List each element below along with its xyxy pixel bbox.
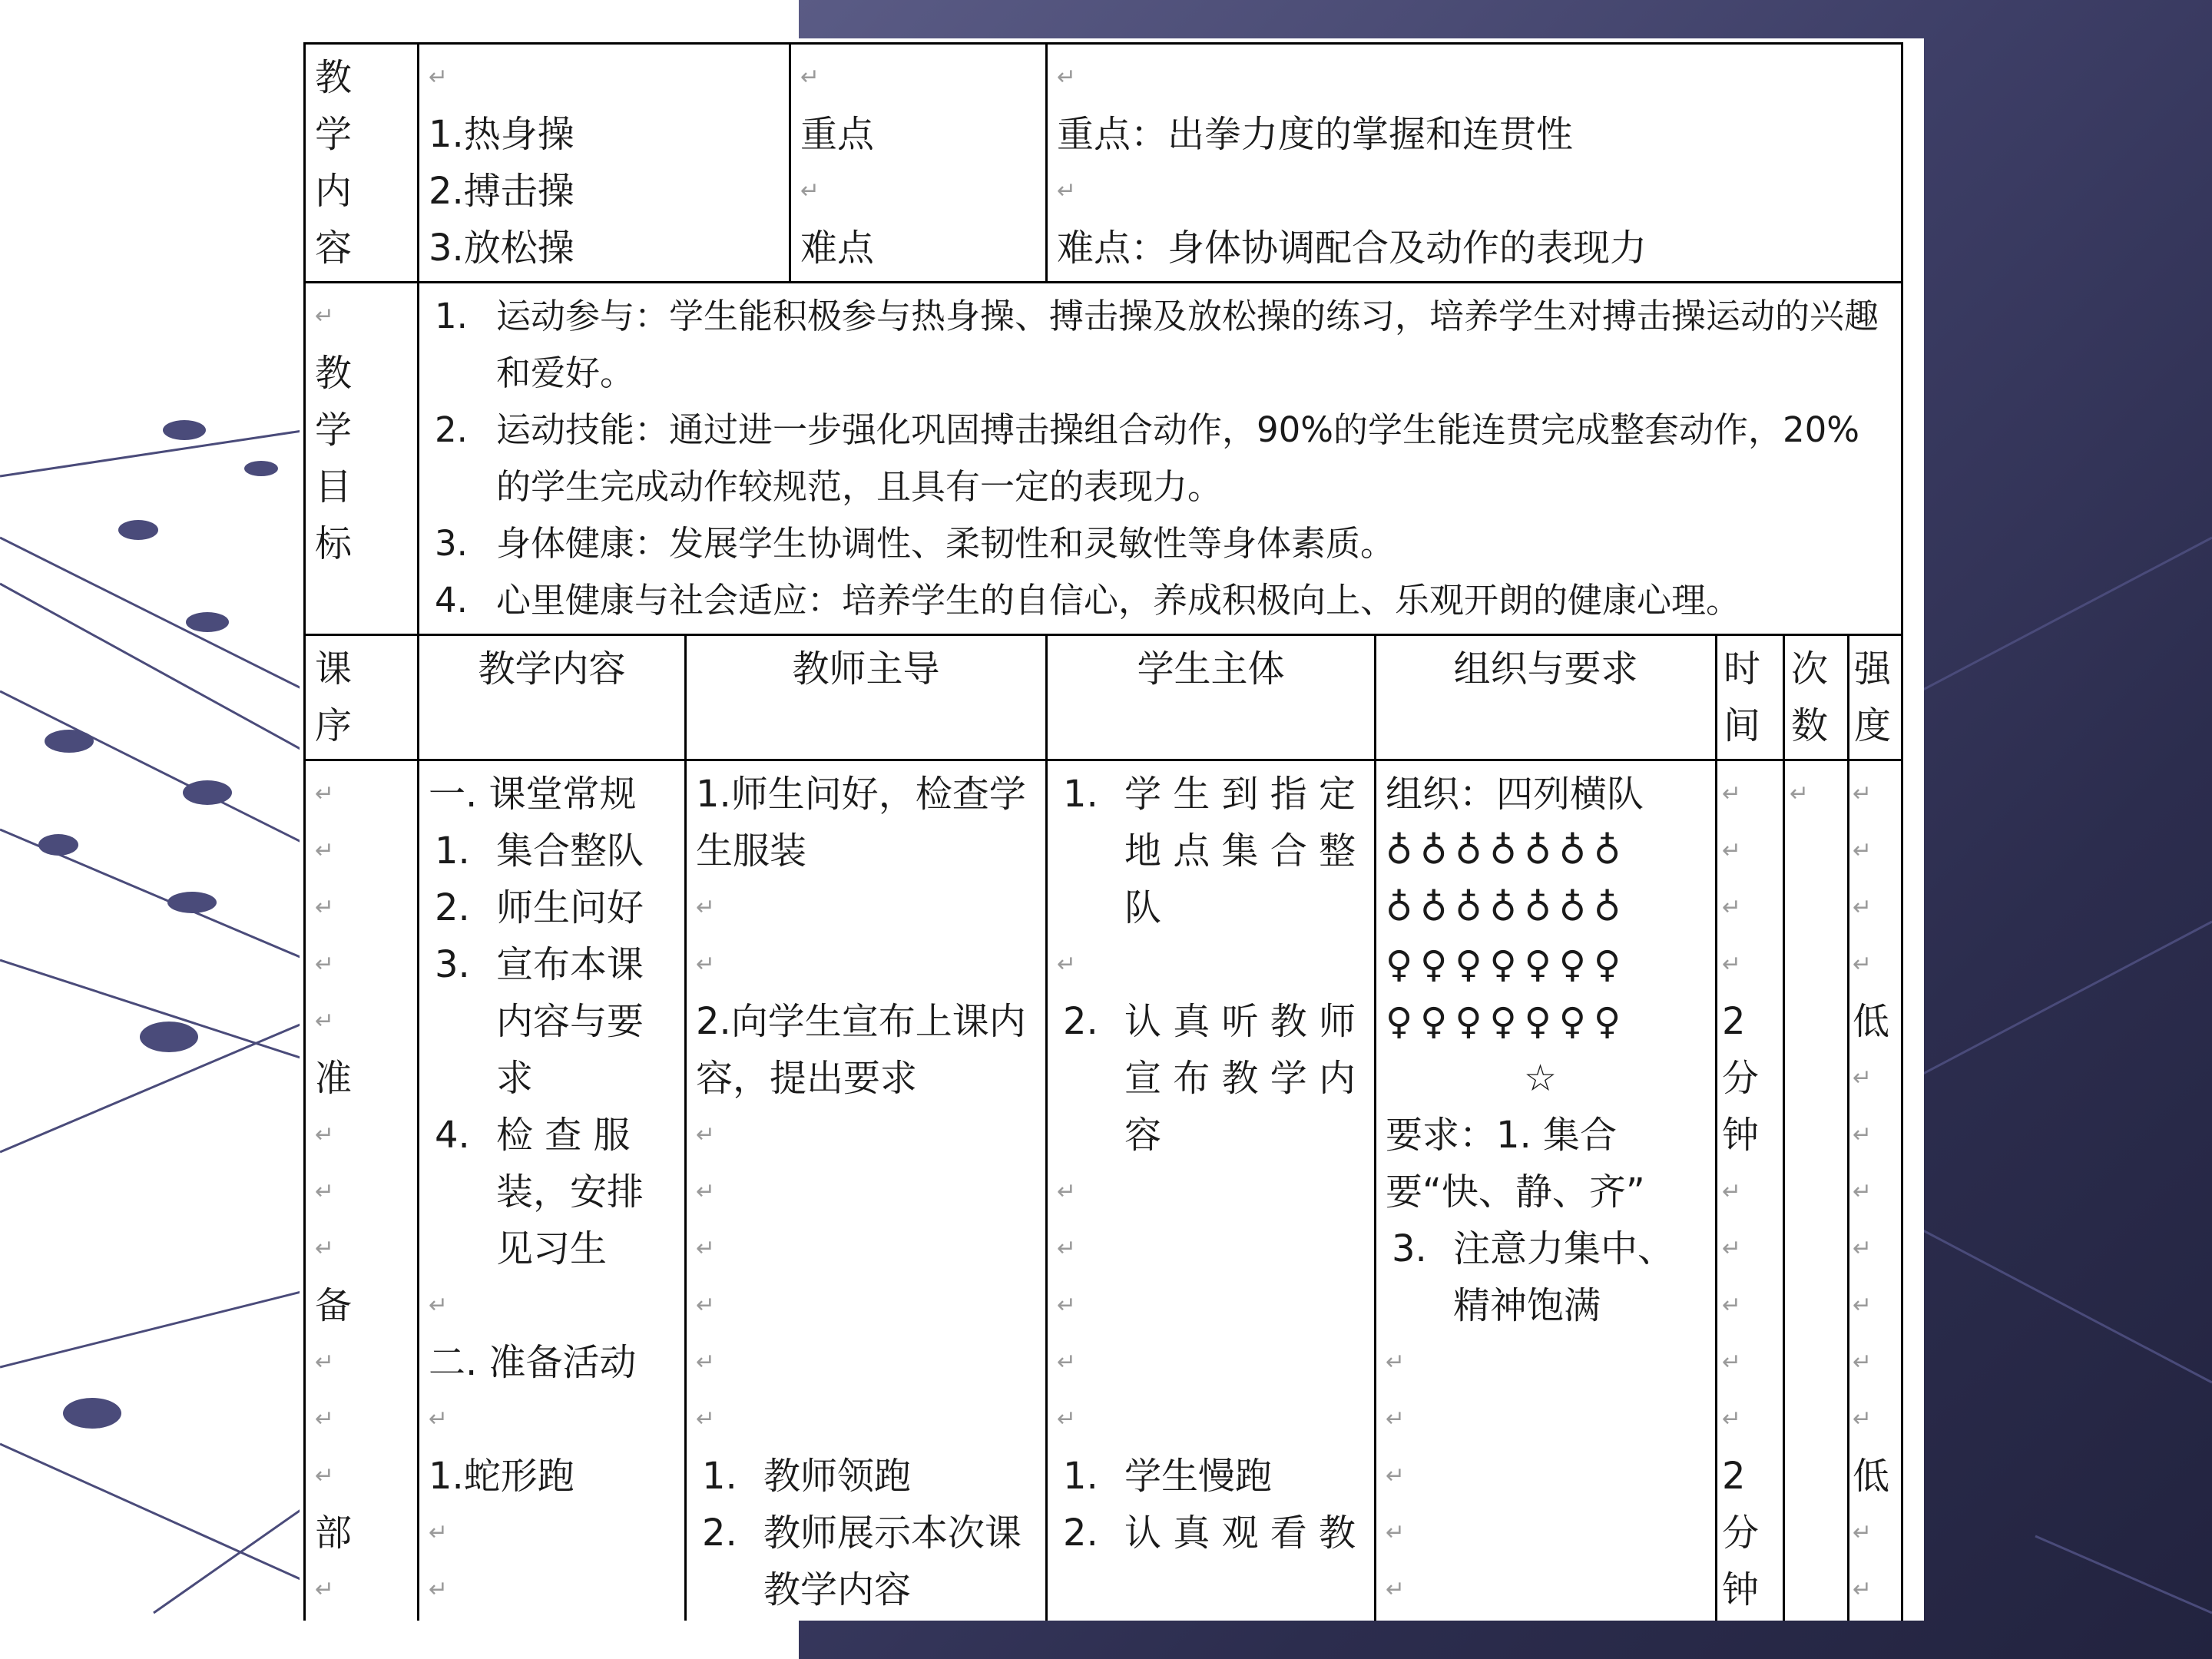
requirement-text: 要求：1. 集合要“快、静、齐” (1386, 1114, 1645, 1214)
objective-item: 1. 运动参与：学生能积极参与热身操、搏击操及放松操的练习，培养学生对搏击操运动的兴趣和爱好。 (435, 296, 1879, 393)
seq-cell: ↵ ↵ ↵ ↵ ↵ 准 ↵ ↵ ↵ 备 ↵ ↵ ↵ 部 ↵ (305, 760, 419, 1621)
seq-char: 部 (315, 1512, 353, 1555)
time-unit: 分 (1722, 1057, 1760, 1100)
header-teaching-content: 教 学 内 容 (305, 44, 419, 283)
intensity-cell: ↵ ↵ ↵ ↵ 低 ↵ ↵ ↵ ↵ ↵ ↵ ↵ 低 ↵ ↵ (1849, 760, 1902, 1621)
formation-row: ♁♁♁♁♁♁♁ (1386, 886, 1629, 929)
focus-difficulty-cell: ↵ 重点：出拳力度的掌握和连贯性 ↵ 难点：身体协调配合及动作的表现力 (1047, 44, 1902, 283)
content-list-item: 2. 师生问好 (435, 886, 644, 929)
student-list-item: 2. 认 真 观 看 教 (1063, 1512, 1356, 1555)
formation-row: ♀♀♀♀♀♀♀ (1386, 1000, 1629, 1043)
section-title: 一. 课堂常规 (429, 773, 637, 816)
col-header-count: 次 数 (1784, 635, 1849, 760)
section-title: 二. 准备活动 (429, 1341, 637, 1384)
teacher-cell: 1.师生问好，检查学生服装 ↵ ↵ 2.向学生宣布上课内容，提出要求 ↵ ↵ ↵ ↵ ↵ ↵ 1. 教师领跑 2. 教师展示本次课教学内容 (686, 760, 1047, 1621)
teacher-paragraph: 2.向学生宣布上课内容，提出要求 (696, 1000, 1026, 1100)
content-item: 2.搏击操 (429, 170, 575, 213)
time-unit: 钟 (1722, 1568, 1760, 1611)
requirement-item: 3. 注意力集中、精神饱满 (1392, 1227, 1675, 1327)
header-teaching-objectives: ↵ 教 学 目 标 (305, 283, 419, 635)
row-teaching-objectives (305, 283, 1902, 635)
org-cell: 组织：四列横队 ♁♁♁♁♁♁♁ ♁♁♁♁♁♁♁ ♀♀♀♀♀♀♀ ♀♀♀♀♀♀♀ ☆ 要求：1. 集合要“快、静、齐” 3. 注意力集中、精神饱满 ↵ ↵ ↵ ↵ ↵ (1376, 760, 1717, 1621)
row-preparation-part (305, 760, 1902, 1621)
intensity-value: 低 (1853, 1000, 1890, 1043)
time-cell: ↵ ↵ ↵ ↵ 2 分 钟 ↵ ↵ ↵ ↵ ↵ 2 分 钟 (1717, 760, 1784, 1621)
col-header-content: 教学内容 (419, 635, 686, 760)
content-item: 1.热身操 (429, 113, 575, 156)
col-header-teacher: 教师主导 (686, 635, 1047, 760)
intensity-value: 低 (1853, 1455, 1890, 1498)
col-header-intensity: 强 度 (1849, 635, 1902, 760)
seq-char: 备 (315, 1284, 353, 1327)
label-difficulty: 难点 (800, 227, 875, 270)
student-list-item: 2. 认 真 听 教 师 宣 布 教 学 内 容 (1063, 1000, 1356, 1157)
org-label: 组织：四列横队 (1386, 773, 1644, 816)
content-list-item: 1.蛇形跑 (429, 1455, 575, 1498)
student-list-item: 1. 学 生 到 指 定 地 点 集 合 整 队 (1063, 773, 1356, 929)
teaching-content-cell: ↵ 1.热身操 2.搏击操 3.放松操 ↵ 重点 ↵ 难点 (419, 44, 1047, 283)
lesson-plan-sheet (300, 38, 1924, 1621)
time-unit: 钟 (1722, 1114, 1760, 1157)
lesson-plan-table (303, 42, 1903, 1621)
content-list-item: 4. 检 查 服 装，安排见习生 (435, 1114, 644, 1270)
col-header-org: 组织与要求 (1376, 635, 1717, 760)
time-unit: 分 (1722, 1512, 1760, 1555)
content-cell: 一. 课堂常规 1. 集合整队 2. 师生问好 3. 宣布本课内容与要求 4. 检 查 服 装，安排见习生 ↵ 二. 准备活动 ↵ 1.蛇形跑 ↵ ↵ (419, 760, 686, 1621)
row-column-headers (305, 635, 1902, 760)
objectives-cell (419, 283, 1902, 635)
student-cell: 1. 学 生 到 指 定 地 点 集 合 整 队 ↵ 2. 认 真 听 教 师 宣 布 教 学 内 容 ↵ ↵ ↵ ↵ ↵ 1. 学生慢跑 2. 认 真 观 看 教 (1047, 760, 1376, 1621)
objective-item: 2. 运动技能：通过进一步强化巩固搏击操组合动作，90%的学生能连贯完成整套动作，20%的学生完成动作较规范，且具有一定的表现力。 (435, 409, 1860, 507)
objective-item: 4. 心里健康与社会适应：培养学生的自信心，养成积极向上、乐观开朗的健康心理。 (435, 580, 1741, 621)
formation-row: ♀♀♀♀♀♀♀ (1386, 943, 1629, 986)
col-header-student: 学生主体 (1047, 635, 1376, 760)
time-value: 2 (1722, 1455, 1746, 1498)
teacher-paragraph: 1.师生问好，检查学生服装 (696, 773, 1026, 873)
time-value: 2 (1722, 1000, 1746, 1043)
label-focus: 重点 (800, 113, 875, 156)
content-list-item: 1. 集合整队 (435, 830, 644, 873)
student-list-item: 1. 学生慢跑 (1063, 1455, 1273, 1498)
content-list-item: 3. 宣布本课内容与要求 (435, 943, 644, 1100)
count-cell: ↵ (1784, 760, 1849, 1621)
col-header-time: 时 间 (1717, 635, 1784, 760)
focus-text: 重点：出拳力度的掌握和连贯性 (1057, 113, 1574, 156)
content-item: 3.放松操 (429, 227, 575, 270)
teacher-list-item: 1. 教师领跑 (702, 1455, 912, 1498)
objective-item: 3. 身体健康：发展学生协调性、柔韧性和灵敏性等身体素质。 (435, 523, 1396, 564)
difficulty-text: 难点：身体协调配合及动作的表现力 (1057, 227, 1647, 270)
seq-char: 准 (315, 1057, 353, 1100)
col-header-seq: 课 序 (305, 635, 419, 760)
teacher-list-item: 2. 教师展示本次课教学内容 (702, 1512, 1022, 1611)
formation-row: ♁♁♁♁♁♁♁ (1386, 830, 1629, 873)
star-icon: ☆ (1524, 1057, 1558, 1100)
row-teaching-content (305, 44, 1902, 283)
